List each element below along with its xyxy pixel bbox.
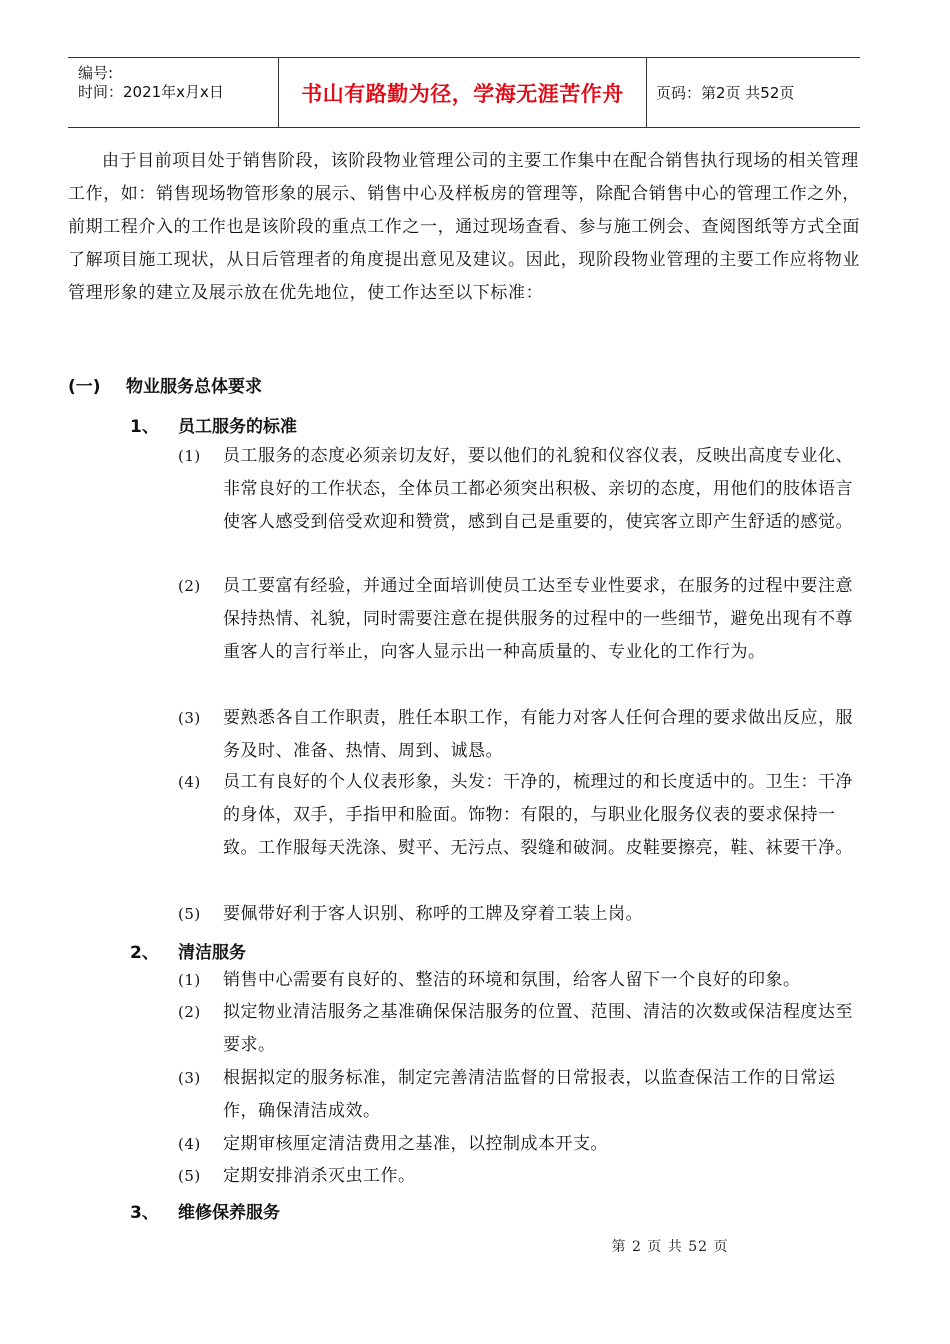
- list-item: [178, 964, 863, 997]
- list-item: [178, 766, 863, 865]
- subsection-number: 1、: [130, 417, 159, 437]
- item-text: 拟定物业清洁服务之基准确保保洁服务的位置、范围、清洁的次数或保洁程度达至要求。: [223, 1002, 853, 1055]
- item-number: (2): [178, 1003, 201, 1021]
- section-title: 物业服务总体要求: [126, 377, 262, 397]
- item-text: 定期安排消杀灭虫工作。: [223, 1166, 416, 1186]
- time-label: 时间：2021年x月x日: [78, 83, 224, 101]
- item-number: (5): [178, 905, 201, 923]
- item-number: (4): [178, 1135, 201, 1153]
- list-item: [178, 1062, 863, 1128]
- list-item: [178, 996, 863, 1062]
- subsection-number: 2、: [130, 943, 159, 963]
- serial-label: 编号:: [78, 64, 114, 82]
- list-item: [178, 570, 863, 669]
- header-divider: [646, 58, 647, 127]
- header-meta: [78, 64, 276, 102]
- page-header: [68, 57, 860, 128]
- section-number: (一): [68, 377, 101, 397]
- list-item: [178, 440, 863, 539]
- subsection-title: 清洁服务: [178, 943, 246, 963]
- item-text: 员工服务的态度必须亲切友好，要以他们的礼貌和仪容仪表，反映出高度专业化、非常良好的工作状态，全体员工都必须突出积极、亲切的态度，用他们的肢体语言使客人感受到倍受欢迎和赞赏，感到自己是重要的，使宾客立即产生舒适的感觉。: [223, 446, 853, 532]
- item-text: 销售中心需要有良好的、整洁的环境和氛围，给客人留下一个良好的印象。: [223, 970, 801, 990]
- list-item: [178, 1160, 863, 1193]
- item-text: 要佩带好利于客人识别、称呼的工牌及穿着工装上岗。: [223, 904, 643, 924]
- subsection-number: 3、: [130, 1203, 159, 1223]
- subsection-title: 维修保养服务: [178, 1203, 280, 1223]
- item-number: (4): [178, 773, 201, 791]
- page-footer: 第 2 页 共 52 页: [611, 1239, 729, 1255]
- item-number: (3): [178, 1069, 201, 1087]
- item-number: (1): [178, 447, 201, 465]
- subsection-title: 员工服务的标准: [178, 417, 297, 437]
- subsection-heading: [130, 1198, 280, 1223]
- item-number: (3): [178, 709, 201, 727]
- intro-paragraph: 由于目前项目处于销售阶段，该阶段物业管理公司的主要工作集中在配合销售执行现场的相关管理工作，如：销售现场物管形象的展示、销售中心及样板房的管理等，除配合销售中心的管理工作之外，前期工程介入的工作也是该阶段的重点工作之一，通过现场查看、参与施工例会、查阅图纸等方式全面了解项目施工现状，从日后管理者的角度提出意见及建议。因此，现阶段物业管理的主要工作应将物业管理形象的建立及展示放在优先地位，使工作达至以下标准：: [68, 151, 860, 303]
- item-text: 员工有良好的个人仪表形象，头发：干净的，梳理过的和长度适中的。卫生：干净的身体，双手，手指甲和脸面。饰物：有限的，与职业化服务仪表的要求保持一致。工作服每天洗涤、熨平、无污点、裂缝和破洞。皮鞋要擦亮，鞋、袜要干净。: [223, 772, 853, 858]
- item-text: 根据拟定的服务标准，制定完善清洁监督的日常报表，以监查保洁工作的日常运作，确保清洁成效。: [223, 1068, 836, 1121]
- subsection-heading: [130, 938, 246, 963]
- item-number: (2): [178, 577, 201, 595]
- list-item: [178, 898, 863, 931]
- section-heading: [68, 372, 262, 397]
- item-number: (5): [178, 1167, 201, 1185]
- item-text: 要熟悉各自工作职责，胜任本职工作，有能力对客人任何合理的要求做出反应，服务及时、准备、热情、周到、诚恳。: [223, 708, 853, 761]
- subsection-heading: [130, 412, 297, 437]
- item-text: 员工要富有经验，并通过全面培训使员工达至专业性要求，在服务的过程中要注意保持热情、礼貌，同时需要注意在提供服务的过程中的一些细节，避免出现有不尊重客人的言行举止，向客人显示出一种高质量的、专业化的工作行为。: [223, 576, 853, 662]
- list-item: [178, 702, 863, 768]
- item-number: (1): [178, 971, 201, 989]
- item-text: 定期审核厘定清洁费用之基准，以控制成本开支。: [223, 1134, 608, 1154]
- list-item: [178, 1128, 863, 1161]
- header-motto: 书山有路勤为径，学海无涯苦作舟: [301, 80, 624, 106]
- header-page-number: 页码：第2页 共52页: [656, 84, 795, 102]
